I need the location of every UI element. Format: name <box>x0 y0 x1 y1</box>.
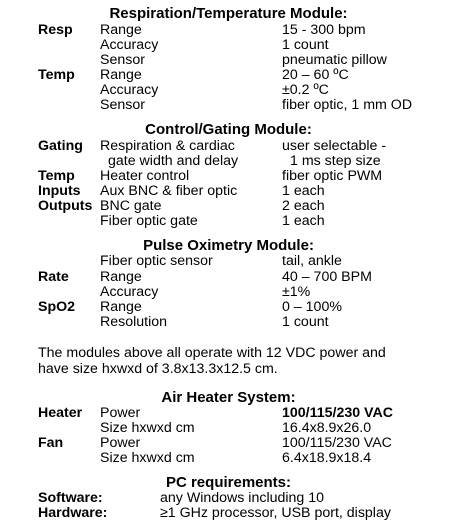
row-param: Size hxwxd cm <box>100 450 195 466</box>
row-value: 1 each <box>282 213 325 229</box>
row-value: any Windows including 10 <box>160 490 325 506</box>
row-param: Power <box>100 435 141 451</box>
row-value: ±1% <box>282 284 311 300</box>
row-value: 40 – 700 BPM <box>282 269 372 285</box>
row-value: 1 ms step size <box>290 153 381 169</box>
row-label: Software: <box>38 490 103 506</box>
row-param: Size hxwxd cm <box>100 420 195 436</box>
row-param: Respiration & cardiac <box>100 138 235 154</box>
row-param: Sensor <box>100 52 145 68</box>
row-param: Fiber optic sensor <box>100 253 213 269</box>
note-line: have size hxwxd of 3.8x13.3x12.5 cm. <box>38 361 278 377</box>
row-param: Range <box>100 67 142 83</box>
row-param: Power <box>100 405 141 421</box>
section-title-control: Control/Gating Module: <box>145 121 312 138</box>
row-param: Range <box>100 299 142 315</box>
row-value: 0 – 100% <box>282 299 342 315</box>
row-value: ≥1 GHz processor, USB port, display <box>160 505 391 521</box>
row-value: 1 count <box>282 37 329 53</box>
row-param: Range <box>100 22 142 38</box>
row-label: Temp <box>38 168 75 184</box>
row-value: 1 each <box>282 183 325 199</box>
row-value: user selectable - <box>282 138 387 154</box>
row-label: Gating <box>38 138 83 154</box>
row-value: 16.4x8.9x26.0 <box>282 420 372 436</box>
row-value: 6.4x18.9x18.4 <box>282 450 372 466</box>
row-value: 100/115/230 VAC <box>282 435 392 451</box>
row-param: Sensor <box>100 97 145 113</box>
row-value: ±0.2 ºC <box>282 82 329 98</box>
row-value: 20 – 60 ºC <box>282 67 349 83</box>
row-param: Accuracy <box>100 37 159 53</box>
row-param: Accuracy <box>100 284 159 300</box>
row-label: Rate <box>38 269 69 285</box>
modules-note <box>38 345 438 377</box>
row-value: 15 - 300 bpm <box>282 22 366 38</box>
section-title-air-heater: Air Heater System: <box>161 389 296 406</box>
row-label: Inputs <box>38 183 81 199</box>
note-line: The modules above all operate with 12 VDC power and <box>38 345 386 361</box>
row-label: Hardware: <box>38 505 108 521</box>
section-title-resp-temp: Respiration/Temperature Module: <box>109 5 348 22</box>
row-value: pneumatic pillow <box>282 52 387 68</box>
row-value: 100/115/230 VAC <box>282 405 393 421</box>
row-label: Fan <box>38 435 64 451</box>
row-value: fiber optic PWM <box>282 168 383 184</box>
row-label: Heater <box>38 405 83 421</box>
row-param: Accuracy <box>100 82 159 98</box>
row-value: tail, ankle <box>282 253 342 269</box>
section-title-pc: PC requirements: <box>165 474 292 491</box>
row-value: fiber optic, 1 mm OD <box>282 97 413 113</box>
row-param: Range <box>100 269 142 285</box>
row-value: 2 each <box>282 198 325 214</box>
row-label: SpO2 <box>38 299 76 315</box>
section-title-pulse: Pulse Oximetry Module: <box>143 237 314 254</box>
row-label: Temp <box>38 67 75 83</box>
row-label: Outputs <box>38 198 93 214</box>
row-param: BNC gate <box>100 198 162 214</box>
row-param: Heater control <box>100 168 190 184</box>
row-param: gate width and delay <box>108 153 239 169</box>
row-label: Resp <box>38 22 73 38</box>
row-param: Resolution <box>100 314 168 330</box>
row-value: 1 count <box>282 314 329 330</box>
row-param: Fiber optic gate <box>100 213 198 229</box>
row-param: Aux BNC & fiber optic <box>100 183 238 199</box>
